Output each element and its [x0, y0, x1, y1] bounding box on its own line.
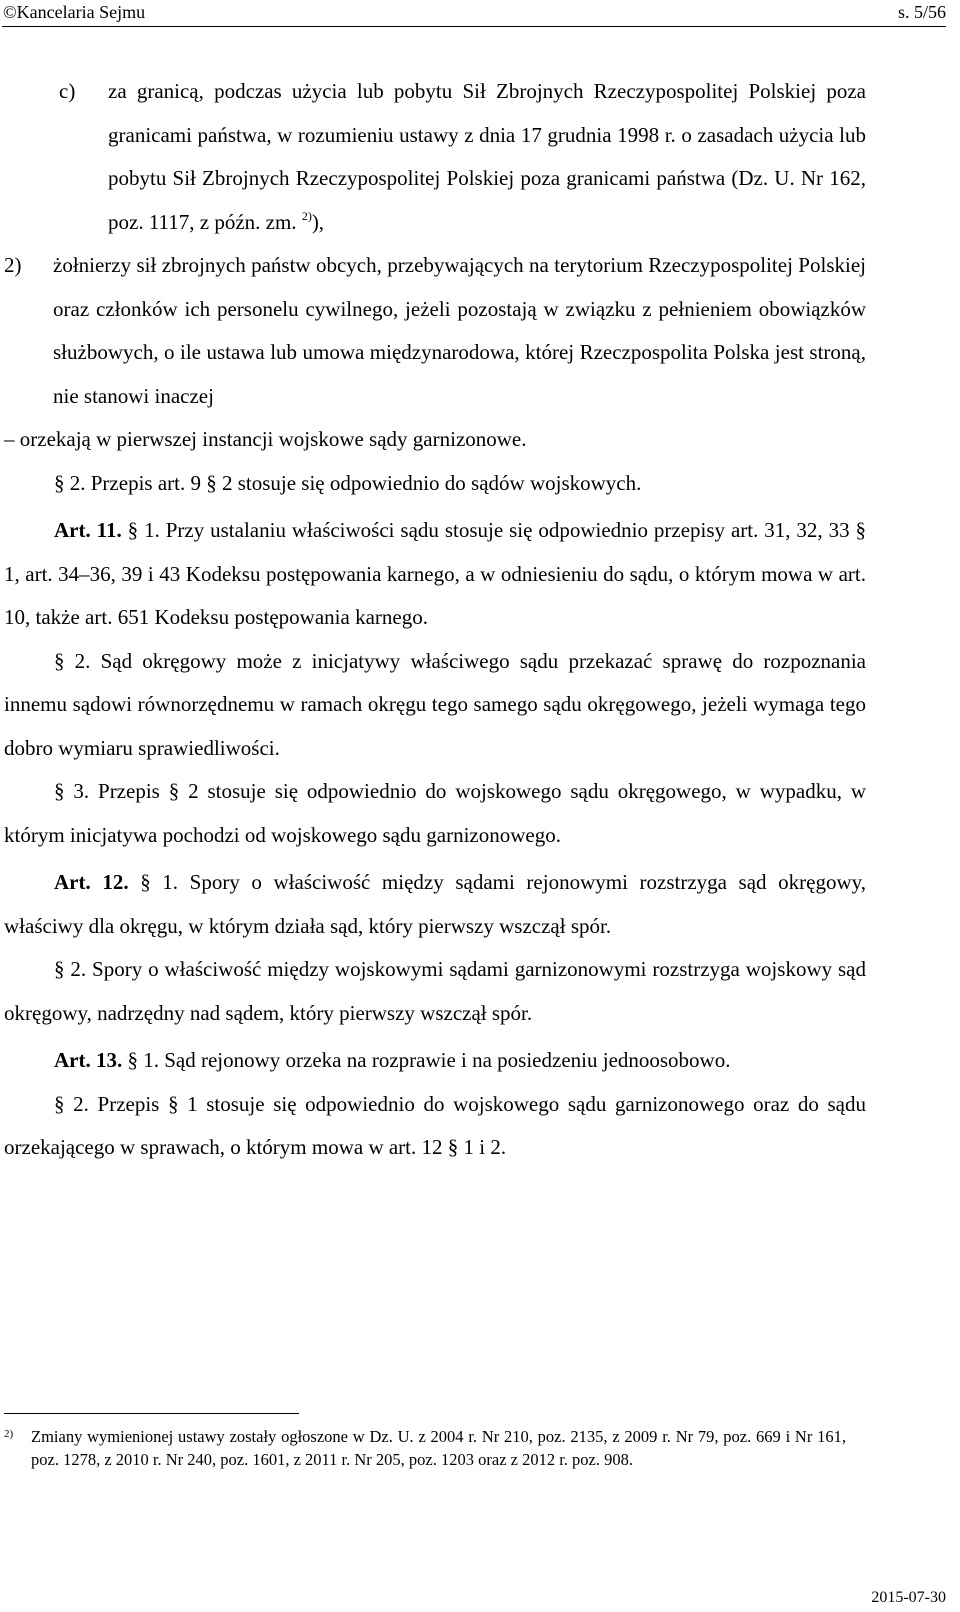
footnote-text: Zmiany wymienionej ustawy zostały ogłoszone w Dz. U. z 2004 r. Nr 210, poz. 2135, z 2009 r. Nr 79, poz. 669 i Nr 161, poz. 1278, z 2010 r. Nr 240, poz. 1601, z 2011 r. Nr 205, poz. 1203 oraz z 2012 r. poz. 908.	[31, 1427, 846, 1469]
list-item-label: 2)	[4, 253, 22, 277]
article-number: Art. 13.	[54, 1048, 123, 1072]
footnote-ref[interactable]: 2)	[301, 208, 312, 223]
list-item-2	[4, 244, 866, 418]
page-number: s. 5/56	[897, 2, 946, 22]
article-11-par-1: Art. 11. § 1. Przy ustalaniu właściwości sądu stosuje się odpowiednio przepisy art. 31, 32, 33 § 1, art. 34–36, 39 i 43 Kodeksu postępowania karnego, a w odniesieniu do sądu, o którym mowa w art. 10, także art. 651 Kodeksu postępowania karnego.	[4, 518, 866, 629]
copyright-label: ©Kancelaria Sejmu	[3, 2, 146, 22]
article-11-par-3: § 3. Przepis § 2 stosuje się odpowiednio do wojskowego sądu okręgowego, w wypadku, w którym inicjatywa pochodzi od wojskowego sądu garnizonowego.	[4, 779, 866, 847]
list-item-text: za granicą, podczas użycia lub pobytu Sił Zbrojnych Rzeczypospolitej Polskiej poza granicami państwa, w rozumieniu ustawy z dnia 17 grudnia 1998 r. o zasadach użycia lub pobytu Sił Zbrojnych Rzeczypospolitej Polskiej poza granicami państwa (Dz. U. Nr 162, poz. 1117, z późn. zm. $^{2)}$),	[108, 79, 866, 234]
article-number: Art. 11.	[54, 518, 122, 542]
article-13-par-1: Art. 13. § 1. Sąd rejonowy orzeka na rozprawie i na posiedzeniu jednoosobowo.	[54, 1048, 731, 1072]
header-rule	[2, 26, 946, 27]
document-body	[4, 70, 866, 1170]
article-13-par-2: § 2. Przepis § 1 stosuje się odpowiednio do wojskowego sądu garnizonowego oraz do sądu orzekającego w sprawach, o którym mowa w art. 12 § 1 i 2.	[4, 1091, 866, 1159]
document-date: 2015-07-30	[871, 1589, 946, 1606]
list-item-c	[4, 70, 866, 244]
footnote-rule	[4, 1413, 299, 1414]
paragraph-10-2: § 2. Przepis art. 9 § 2 stosuje się odpowiednio do sądów wojskowych.	[54, 470, 642, 495]
closing-line: – orzekają w pierwszej instancji wojskowe sądy garnizonowe.	[4, 427, 527, 451]
footnote	[4, 1426, 846, 1471]
article-11-par-2: § 2. Sąd okręgowy może z inicjatywy właściwego sądu przekazać sprawę do rozpoznania innemu sądowi równorzędnemu w ramach okręgu tego samego sądu okręgowego, jeżeli wymaga tego dobro wymiaru sprawiedliwości.	[4, 648, 866, 760]
list-item-label: c)	[59, 79, 76, 103]
list-item-text: żołnierzy sił zbrojnych państw obcych, przebywających na terytorium Rzeczypospolitej Polskiej oraz członków ich personelu cywilnego, jeżeli pozostają w związku z pełnieniem obowiązków służbowych, o ile ustawa lub umowa międzynarodowa, której Rzeczpospolita Polska jest stroną, nie stanowi inaczej	[53, 253, 866, 408]
article-12-par-1: Art. 12. § 1. Spory o właściwość między sądami rejonowymi rozstrzyga sąd okręgowy, właściwy dla okręgu, w którym działa sąd, który pierwszy wszczął spór.	[4, 870, 867, 938]
footnote-mark: 2)	[4, 1428, 14, 1440]
article-number: Art. 12.	[54, 870, 129, 894]
page-header	[0, 0, 960, 30]
article-12-par-2: § 2. Spory o właściwość między wojskowymi sądami garnizonowymi rozstrzyga wojskowy sąd okręgowy, nadrzędny nad sądem, który pierwszy wszczął spór.	[4, 957, 866, 1025]
